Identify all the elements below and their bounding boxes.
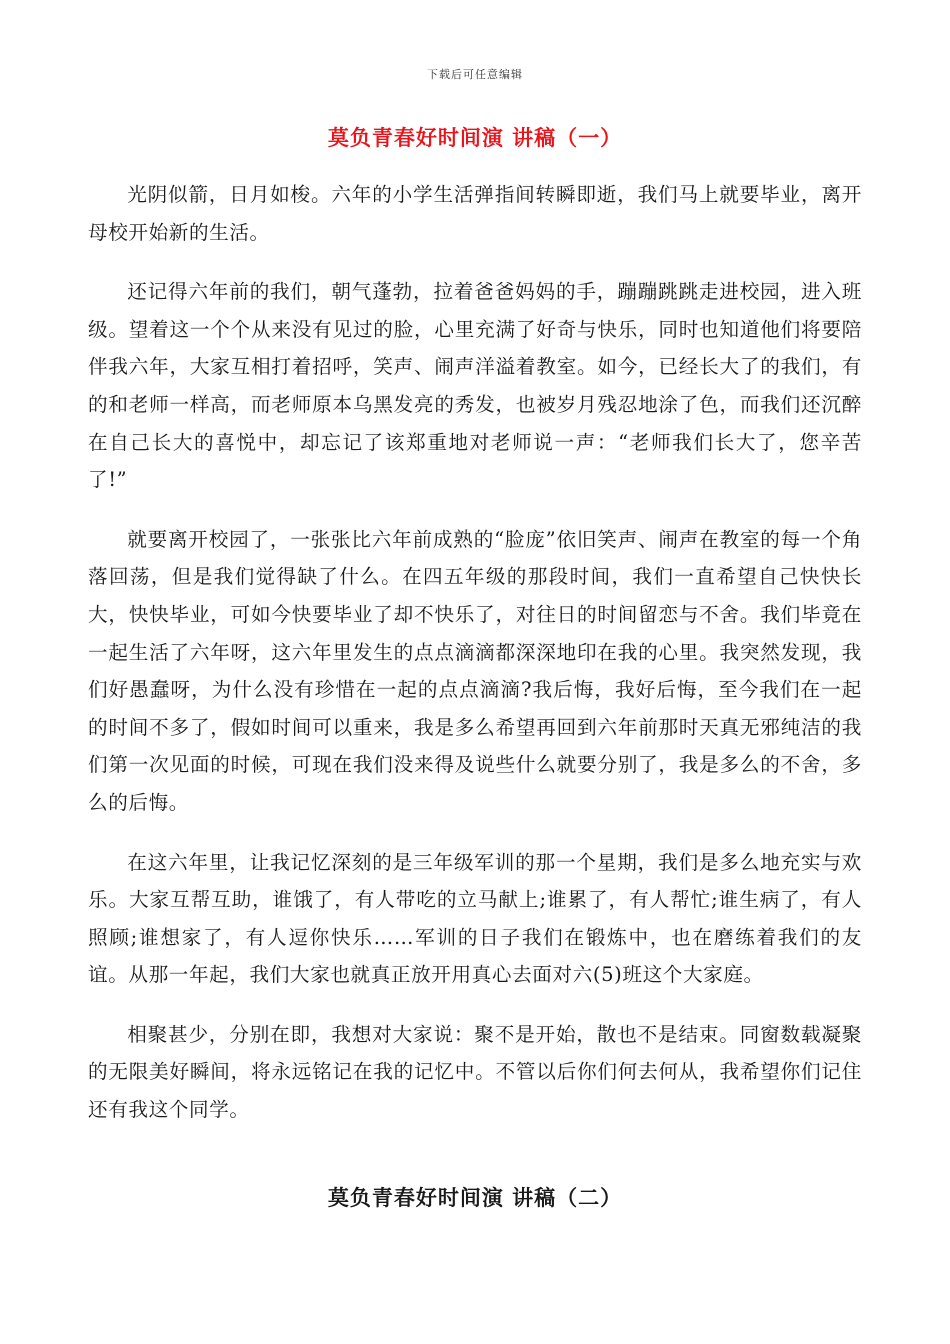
- paragraph-5: 相聚甚少，分别在即，我想对大家说：聚不是开始，散也不是结束。同窗数载凝聚的无限美好瞬间，将永远铭记在我的记忆中。不管以后你们何去何从，我希望你们记住还有我这个同学。: [88, 1022, 862, 1122]
- paragraph-1: 光阴似箭，日月如梭。六年的小学生活弹指间转瞬即逝，我们马上就要毕业，离开母校开始新的生活。: [88, 183, 862, 244]
- speech-body: [88, 176, 862, 1151]
- speech-title-1: 莫负青春好时间演 讲稿（一）: [327, 125, 623, 150]
- paragraph-3: 就要离开校园了，一张张比六年前成熟的“脸庞”依旧笑声、闹声在教室的每一个角落回荡，但是我们觉得缺了什么。在四五年级的那段时间，我们一直希望自己快快长大，快快毕业，可如今快要毕业了却不快乐了，对往日的时间留恋与不舍。我们毕竟在一起生活了六年呀，这六年里发生的点点滴滴都深深地印在我的心里。我突然发现，我们好愚蠢呀，为什么没有珍惜在一起的点点滴滴?我后悔，我好后悔，至今我们在一起的时间不多了，假如时间可以重来，我是多么希望再回到六年前那时天真无邪纯洁的我们第一次见面的时候，可现在我们没来得及说些什么就要分别了，我是多么的不舍，多么的后悔。: [88, 527, 862, 814]
- speech-title-2: 莫负青春好时间演 讲稿（二）: [327, 1185, 623, 1210]
- paragraph-2: 还记得六年前的我们，朝气蓬勃，拉着爸爸妈妈的手，蹦蹦跳跳走进校园，进入班级。望着这一个个从来没有见过的脸，心里充满了好奇与快乐，同时也知道他们将要陪伴我六年，大家互相打着招呼，笑声、闹声洋溢着教室。如今，已经长大了的我们，有的和老师一样高，而老师原本乌黑发亮的秀发，也被岁月残忍地涂了色，而我们还沉醉在自己长大的喜悦中，却忘记了该郑重地对老师说一声：“老师我们长大了，您辛苦了!”: [88, 280, 862, 492]
- header-watermark: 下载后可任意编辑: [427, 68, 523, 81]
- paragraph-4: 在这六年里，让我记忆深刻的是三年级军训的那一个星期，我们是多么地充实与欢乐。大家互帮互助，谁饿了，有人带吃的立马献上;谁累了，有人帮忙;谁生病了，有人照顾;谁想家了，有人逗你快乐……军训的日子我们在锻炼中，也在磨练着我们的友谊。从那一年起，我们大家也就真正放开用真心去面对六(5)班这个大家庭。: [88, 850, 862, 987]
